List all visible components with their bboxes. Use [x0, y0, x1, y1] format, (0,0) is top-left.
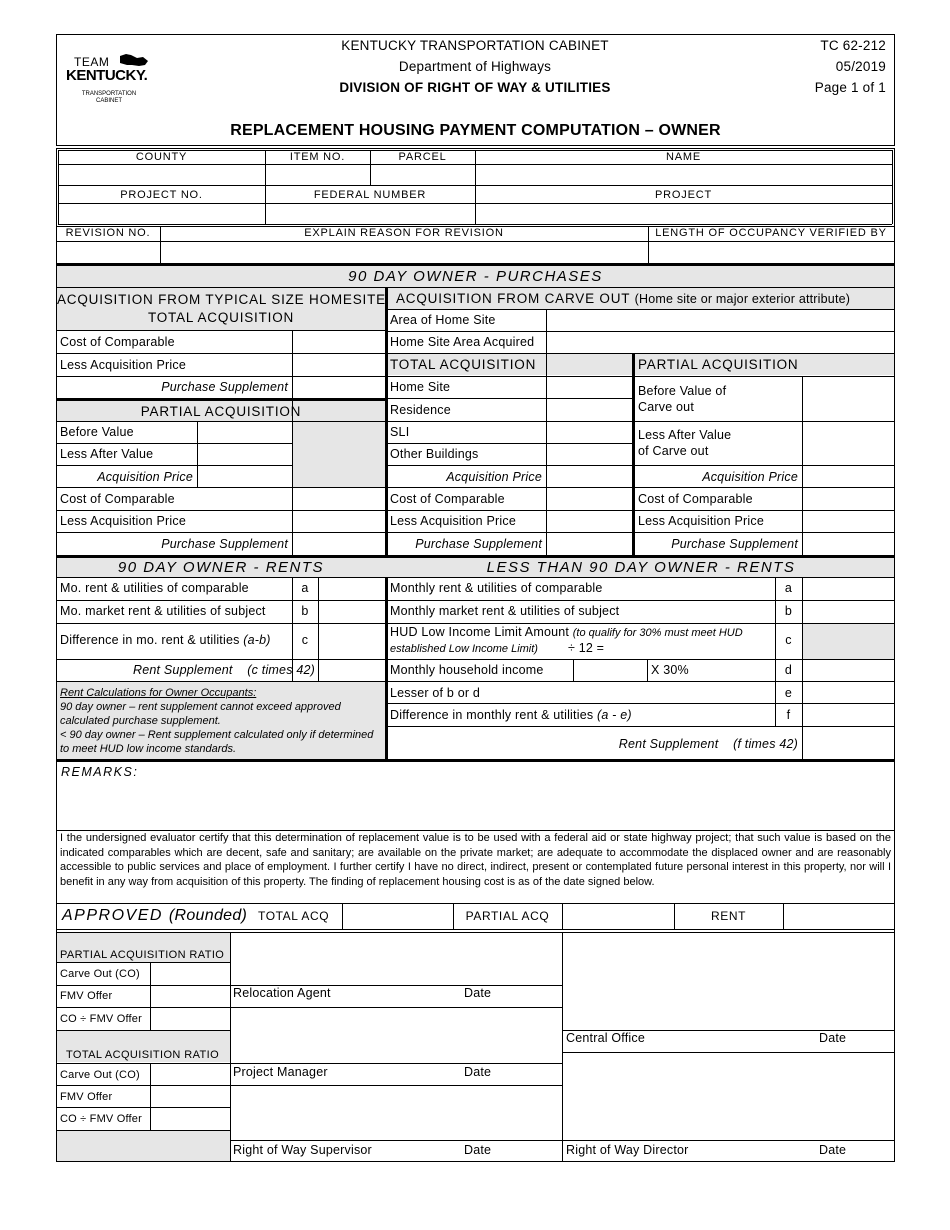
- typical-purchase-supplement: Purchase Supplement: [161, 380, 288, 394]
- co-cost-comparable-field[interactable]: [547, 488, 631, 510]
- co-less-acq-field[interactable]: [547, 511, 631, 532]
- typical-less-after-value-field[interactable]: [198, 444, 291, 465]
- length-occupancy-field[interactable]: [649, 242, 893, 264]
- p-fmv-field[interactable]: [151, 986, 229, 1007]
- r90-supplement-field[interactable]: [319, 660, 385, 681]
- rl-household-income-field[interactable]: [574, 660, 646, 681]
- page-number: Page 1 of 1: [814, 80, 886, 95]
- typical-cost-comparable-field[interactable]: [293, 331, 385, 353]
- rl-row-f-field[interactable]: [803, 704, 893, 726]
- co-residence-field[interactable]: [547, 399, 631, 421]
- project-manager-label: Project Manager: [233, 1065, 328, 1079]
- r90-row-b-field[interactable]: [319, 601, 385, 623]
- row-director-label: Right of Way Director: [566, 1143, 689, 1157]
- before-value-carve-2: Carve out: [638, 400, 694, 414]
- central-office-label: Central Office: [566, 1031, 645, 1045]
- p-cost-comparable-field[interactable]: [803, 488, 893, 510]
- county-label: COUNTY: [135, 151, 188, 163]
- r90-row-c-field[interactable]: [319, 624, 385, 659]
- purchases-title: 90 DAY OWNER - PURCHASES: [348, 268, 603, 285]
- item-no-label: ITEM NO.: [289, 151, 346, 163]
- form-title: REPLACEMENT HOUSING PAYMENT COMPUTATION – OWNER: [230, 122, 721, 139]
- rent-notes: [60, 686, 382, 756]
- r90-row-a: Mo. rent & utilities of comparable: [60, 581, 249, 595]
- approved-rent-label: RENT: [710, 909, 747, 923]
- p-less-acq-field[interactable]: [803, 511, 893, 532]
- rl-letter-c: c: [785, 633, 792, 647]
- rl-row-c2-it: established Low Income Limit): [390, 643, 538, 655]
- co-home-site: Home Site: [390, 380, 451, 394]
- p-purchase-supplement-field[interactable]: [803, 533, 893, 555]
- relocation-agent-date-label: Date: [464, 986, 492, 1000]
- before-value-carve-field[interactable]: [803, 377, 893, 421]
- form-number: TC 62-212: [820, 38, 886, 53]
- rl-row-a: Monthly rent & utilities of comparable: [390, 581, 603, 595]
- home-site-area-acquired: Home Site Area Acquired: [390, 335, 535, 349]
- rl-supplement: Rent Supplement (f times 42): [618, 737, 798, 751]
- typical-cost-comparable: Cost of Comparable: [60, 335, 175, 349]
- r90-letter-b: b: [301, 604, 309, 618]
- typical-before-value: Before Value: [60, 425, 134, 439]
- p-cost-comparable: Cost of Comparable: [638, 492, 753, 506]
- less-after-carve-field[interactable]: [803, 422, 893, 465]
- county-field[interactable]: [59, 165, 264, 185]
- co-cost-comparable: Cost of Comparable: [390, 492, 505, 506]
- row-supervisor-label: Right of Way Supervisor: [233, 1143, 372, 1157]
- p-fmv-label: FMV Offer: [60, 990, 113, 1002]
- logo-sub2: CABINET: [95, 98, 122, 104]
- rl-row-d-field[interactable]: [803, 660, 893, 681]
- t-co-fmv-field[interactable]: [151, 1108, 229, 1130]
- carveout-total-title: TOTAL ACQUISITION: [390, 357, 537, 372]
- rl-row-c1-it: (to qualify for 30% must meet HUD: [572, 627, 743, 639]
- row-director-signature[interactable]: [563, 1053, 893, 1140]
- approved-rent-field[interactable]: [784, 904, 893, 929]
- area-home-site: Area of Home Site: [390, 313, 496, 327]
- project-label: PROJECT: [655, 189, 712, 201]
- rent-note-1: 90 day owner – rent supplement cannot exceed approved calculated purchase supplement.: [60, 701, 341, 727]
- p-carve-out-label: Carve Out (CO): [60, 968, 140, 980]
- approved-total-acq-label: TOTAL ACQ: [258, 909, 330, 923]
- typical-acquisition-price-field[interactable]: [198, 466, 291, 487]
- r90-row-c-main: Difference in mo. rent & utilities: [60, 633, 244, 647]
- federal-number-label: FEDERAL NUMBER: [313, 189, 427, 201]
- co-residence: Residence: [390, 403, 451, 417]
- co-purchase-supplement-field[interactable]: [547, 533, 631, 555]
- t-carve-out-label: Carve Out (CO): [60, 1069, 140, 1081]
- co-sli-field[interactable]: [547, 422, 631, 443]
- rl-supplement-field[interactable]: [803, 727, 893, 760]
- logo-team: TEAM: [74, 55, 110, 69]
- typical-less-acq-2-field[interactable]: [293, 511, 385, 532]
- rent-notes-title: Rent Calculations for Owner Occupants:: [60, 687, 257, 699]
- central-office-signature[interactable]: [563, 933, 893, 1030]
- rentsless-title: LESS THAN 90 DAY OWNER - RENTS: [486, 559, 796, 576]
- p-acquisition-price-field[interactable]: [803, 466, 893, 487]
- r90-row-c: [60, 633, 271, 648]
- t-fmv-field[interactable]: [151, 1086, 229, 1107]
- approved-label: [62, 906, 247, 925]
- relocation-agent-label: Relocation Agent: [233, 986, 331, 1000]
- rl-row-c2: [390, 641, 604, 657]
- revision-no-label: REVISION NO.: [65, 227, 151, 239]
- row-director-date-label: Date: [819, 1143, 847, 1157]
- p-carve-out-field[interactable]: [151, 963, 229, 985]
- r90-letter-a: a: [301, 581, 309, 595]
- remarks-field[interactable]: [57, 782, 893, 829]
- rl-row-d: Monthly household income: [390, 663, 544, 677]
- logo-sub1: TRANSPORTATION: [81, 91, 137, 97]
- co-other-buildings-field[interactable]: [547, 444, 631, 465]
- federal-number-field[interactable]: [266, 204, 474, 224]
- typical-less-acq: Less Acquisition Price: [60, 358, 186, 372]
- project-no-field[interactable]: [59, 204, 264, 224]
- header-agency: KENTUCKY TRANSPORTATION CABINET: [341, 38, 609, 53]
- name-field[interactable]: [476, 165, 891, 185]
- project-manager-signature[interactable]: [231, 1008, 561, 1063]
- form-date: 05/2019: [835, 59, 886, 74]
- typical-acquisition-price: Acquisition Price: [97, 470, 193, 484]
- p-co-fmv-label: CO ÷ FMV Offer: [60, 1013, 142, 1025]
- remarks-label: REMARKS:: [61, 765, 139, 779]
- co-sli: SLI: [390, 425, 410, 439]
- rl-row-b: Monthly market rent & utilities of subject: [390, 604, 620, 618]
- typical-cost-comparable-2: Cost of Comparable: [60, 492, 175, 506]
- project-manager-date-label: Date: [464, 1065, 492, 1079]
- typical-title-1: ACQUISITION FROM TYPICAL SIZE HOMESITE: [57, 292, 386, 307]
- explain-reason-field[interactable]: [161, 242, 647, 264]
- rl-letter-d: d: [784, 663, 793, 677]
- co-home-site-field[interactable]: [547, 377, 631, 398]
- logo-kentucky: KENTUCKY.: [66, 67, 148, 84]
- p-acquisition-price: Acquisition Price: [702, 470, 798, 484]
- row-supervisor-signature[interactable]: [231, 1086, 561, 1140]
- r90-row-b: Mo. market rent & utilities of subject: [60, 604, 266, 618]
- t-carve-out-field[interactable]: [151, 1064, 229, 1085]
- typical-partial-title: PARTIAL ACQUISITION: [140, 404, 302, 419]
- rl-row-f-main: Difference in monthly rent & utilities: [390, 708, 597, 722]
- less-after-carve-2: of Carve out: [638, 444, 709, 458]
- carveout-partial-title: PARTIAL ACQUISITION: [638, 357, 799, 372]
- total-ratio-title: TOTAL ACQUISITION RATIO: [66, 1049, 220, 1061]
- rl-row-d-x: X 30%: [651, 663, 689, 677]
- header-department: Department of Highways: [398, 59, 552, 74]
- typical-less-acq-2: Less Acquisition Price: [60, 514, 186, 528]
- rl-letter-b: b: [784, 604, 793, 618]
- typical-purchase-supplement-field[interactable]: [293, 377, 385, 398]
- row-supervisor-date-label: Date: [464, 1143, 492, 1157]
- rl-row-f-it: (a - e): [596, 708, 632, 722]
- carveout-title: [396, 290, 850, 308]
- approved-total-acq-field[interactable]: [343, 904, 452, 929]
- approved-word: APPROVED: [62, 907, 163, 924]
- co-purchase-supplement: Purchase Supplement: [415, 537, 542, 551]
- certification-text: I the undersigned evaluator certify that this determination of replacement value is to be used with a federal aid or state highway project; that such value is based on the indicated comparables which are decent, safe and sanitary; are available on the private market; are adequate to accommodate the displaced owner and are reasonably accessible to public services and place of employment. I further certify I have no direct, indirect, present or contemplated future personal interest in this property, nor will I benefit in any way from acquisition of this property. The finding of replacement housing cost is as of the date signed below.: [60, 832, 891, 888]
- rl-row-c1-main: HUD Low Income Limit Amount: [390, 625, 573, 639]
- typical-before-value-field[interactable]: [198, 422, 291, 443]
- t-co-fmv-label: CO ÷ FMV Offer: [60, 1113, 142, 1125]
- rl-row-c1: [390, 625, 743, 641]
- explain-reason-label: EXPLAIN REASON FOR REVISION: [304, 227, 504, 239]
- rl-letter-a: a: [784, 581, 793, 595]
- approved-rounded: (Rounded): [168, 907, 248, 924]
- carveout-title-main: ACQUISITION FROM CARVE OUT: [396, 291, 631, 306]
- project-field[interactable]: [476, 204, 891, 224]
- r90-supplement: Rent Supplement (c times 42): [133, 663, 315, 677]
- rl-row-f: [390, 708, 632, 723]
- area-home-site-field[interactable]: [547, 310, 893, 331]
- header-division: DIVISION OF RIGHT OF WAY & UTILITIES: [339, 80, 611, 95]
- rl-row-a-field[interactable]: [803, 578, 893, 600]
- parcel-label: PARCEL: [398, 151, 447, 163]
- rent-note-2: < 90 day owner – Rent supplement calculated only if determined to meet HUD low income standards.: [60, 729, 374, 755]
- rl-letter-e: e: [784, 686, 793, 700]
- co-acquisition-price: Acquisition Price: [446, 470, 542, 484]
- p-purchase-supplement: Purchase Supplement: [671, 537, 798, 551]
- p-less-acq: Less Acquisition Price: [638, 514, 764, 528]
- name-label: NAME: [666, 151, 701, 163]
- p-co-fmv-field[interactable]: [151, 1008, 229, 1030]
- r90-row-a-field[interactable]: [319, 578, 385, 600]
- typical-purchase-supplement-2-field[interactable]: [293, 533, 385, 555]
- kytc-logo: [64, 52, 156, 108]
- home-site-area-acquired-field[interactable]: [547, 332, 893, 353]
- co-acquisition-price-field[interactable]: [547, 466, 631, 487]
- rents90-title: 90 DAY OWNER - RENTS: [117, 559, 325, 576]
- typical-cost-comparable-2-field[interactable]: [293, 488, 385, 510]
- length-occupancy-label: LENGTH OF OCCUPANCY VERIFIED BY: [655, 227, 887, 239]
- rl-row-e-field[interactable]: [803, 682, 893, 703]
- parcel-field[interactable]: [371, 165, 474, 185]
- less-after-carve-1: Less After Value: [638, 428, 732, 442]
- approved-partial-acq-label: PARTIAL ACQ: [465, 909, 550, 923]
- carveout-title-note: (Home site or major exterior attribute): [634, 292, 851, 306]
- typical-less-after-value: Less After Value: [60, 447, 154, 461]
- rl-row-c2-div: ÷ 12 =: [567, 641, 605, 655]
- t-fmv-label: FMV Offer: [60, 1091, 113, 1103]
- rl-letter-f: f: [786, 708, 791, 722]
- rl-row-b-field[interactable]: [803, 601, 893, 623]
- central-office-date-label: Date: [819, 1031, 847, 1045]
- revision-no-field[interactable]: [57, 242, 159, 264]
- relocation-agent-signature[interactable]: [231, 933, 561, 985]
- co-other-buildings: Other Buildings: [390, 447, 479, 461]
- project-no-label: PROJECT NO.: [120, 189, 203, 201]
- partial-ratio-title: PARTIAL ACQUISITION RATIO: [60, 949, 225, 961]
- r90-letter-c: c: [301, 633, 309, 647]
- before-value-carve-1: Before Value of: [638, 384, 727, 398]
- typical-title-2: TOTAL ACQUISITION: [147, 310, 295, 325]
- rl-row-e: Lesser of b or d: [390, 686, 481, 700]
- typical-purchase-supplement-2: Purchase Supplement: [161, 537, 288, 551]
- co-less-acq: Less Acquisition Price: [390, 514, 516, 528]
- r90-row-c-it: (a-b): [243, 633, 271, 647]
- approved-partial-acq-field[interactable]: [563, 904, 673, 929]
- typical-less-acq-field[interactable]: [293, 354, 385, 376]
- item-no-field[interactable]: [266, 165, 369, 185]
